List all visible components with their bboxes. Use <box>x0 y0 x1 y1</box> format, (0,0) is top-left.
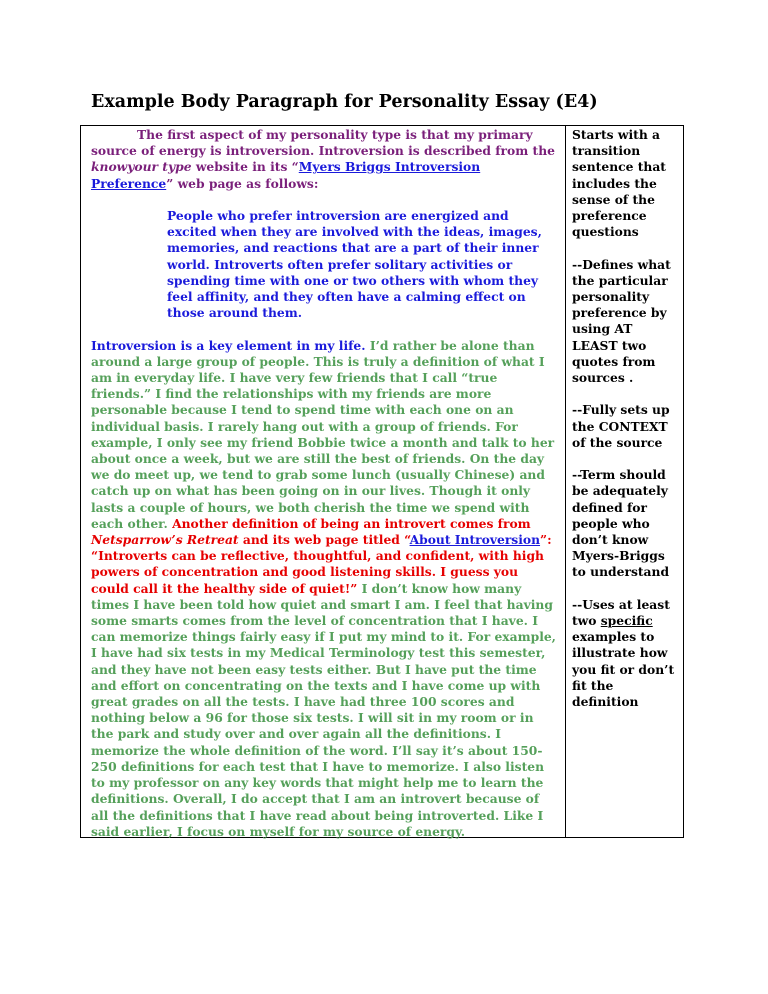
body-paragraph <box>91 338 559 840</box>
second-source-name: Netsparrow’s Retreat <box>91 532 239 548</box>
page-title: Example Body Paragraph for Personality Essay (E4) <box>91 92 598 112</box>
about-introversion-link[interactable]: About Introversion <box>409 532 541 548</box>
second-source-text: and its web page titled “ <box>238 532 410 548</box>
intro-text-3: ” web page as follows: <box>166 175 319 191</box>
column-divider <box>565 126 566 837</box>
intro-paragraph <box>91 127 559 192</box>
intro-text: The first aspect of my personality type is that my primary source of energy is introversion. Introversion is described from the <box>91 127 555 159</box>
second-source-intro: Another definition of being an introvert comes from <box>172 515 531 531</box>
intro-text-2: website in its “ <box>191 159 299 175</box>
note-examples-text-2: examples to illustrate how you fit or don’t fit the definition <box>572 629 675 710</box>
notes-column <box>572 127 680 726</box>
essay-column <box>91 127 559 840</box>
second-source-quote: ”: “Introverts can be reflective, thoughtful, and confident, with high powers of concentration and good listening skills. I guess you could call it the healthy side of quiet!” <box>91 532 552 596</box>
block-quote: People who prefer introversion are energized and excited when they are involved with the ideas, images, memories, and reactions that are a part of their inner world. Introverts often prefer solitary activities or spending time with one or two others with whom they feel affinity, and they often have a calming effect on those around them. <box>167 208 542 321</box>
myers-briggs-link[interactable]: Myers Briggs Introversion Preference <box>91 159 481 191</box>
note-examples-underlined: specific <box>600 613 653 629</box>
note-defines: --Defines what the particular personality preference by using AT LEAST two quotes from sources . <box>572 256 671 386</box>
note-context: --Fully sets up the CONTEXT of the source <box>572 402 670 450</box>
note-term-defined: --Term should be adequately defined for people who don’t know Myers-Briggs to understand <box>572 467 670 580</box>
body-example-2: I don’t know how many times I have been told how quiet and smart I am. I feel that having some smarts comes from the level of concentration that I have. I can memorize things fairly easy if I put my mind to it. For example, I have had six tests in my Medical Terminology test this semester, and they have not been easy tests either. But I have put the time and effort on concentrating on the texts and I have come up with great grades on all the tests. I have had three 100 scores and nothing below a 96 for those six tests. I will sit in my room or in the park and study over and over again all the definitions. I memorize the whole definition of the word. I’ll say it’s about 150-250 definitions for each test that I have to memorize. I also listen to my professor on any key words that might help me to learn the definitions. Overall, I do accept that I am an introvert because of all the definitions that I have read about being introverted. Like I said earlier, I focus on myself for my source of energy. <box>91 580 556 839</box>
note-examples <box>572 597 680 710</box>
note-examples-text: --Uses at least two <box>572 596 670 629</box>
note-transition: Starts with a transition sentence that includes the sense of the preference questions <box>572 127 666 240</box>
intro-site-name: knowyour type <box>91 159 192 175</box>
essay-table <box>80 125 684 838</box>
topic-sentence: Introversion is a key element in my life. <box>91 337 370 353</box>
body-example-1: I’d rather be alone than around a large group of people. This is truly a definition of what I am in everyday life. I have very few friends that I call “true friends.” I find the relationships with my friends are more personable because I tend to spend time with each one on an individual basis. I rarely hang out with a group of friends. For example, I only see my friend Bobbie twice a month and talk to her about once a week, but we are still the best of friends. On the day we do meet up, we tend to grab some lunch (usually Chinese) and catch up on what has been going on in our lives. Though it only lasts a couple of hours, we both cherish the time we spend with each other. <box>91 337 555 531</box>
